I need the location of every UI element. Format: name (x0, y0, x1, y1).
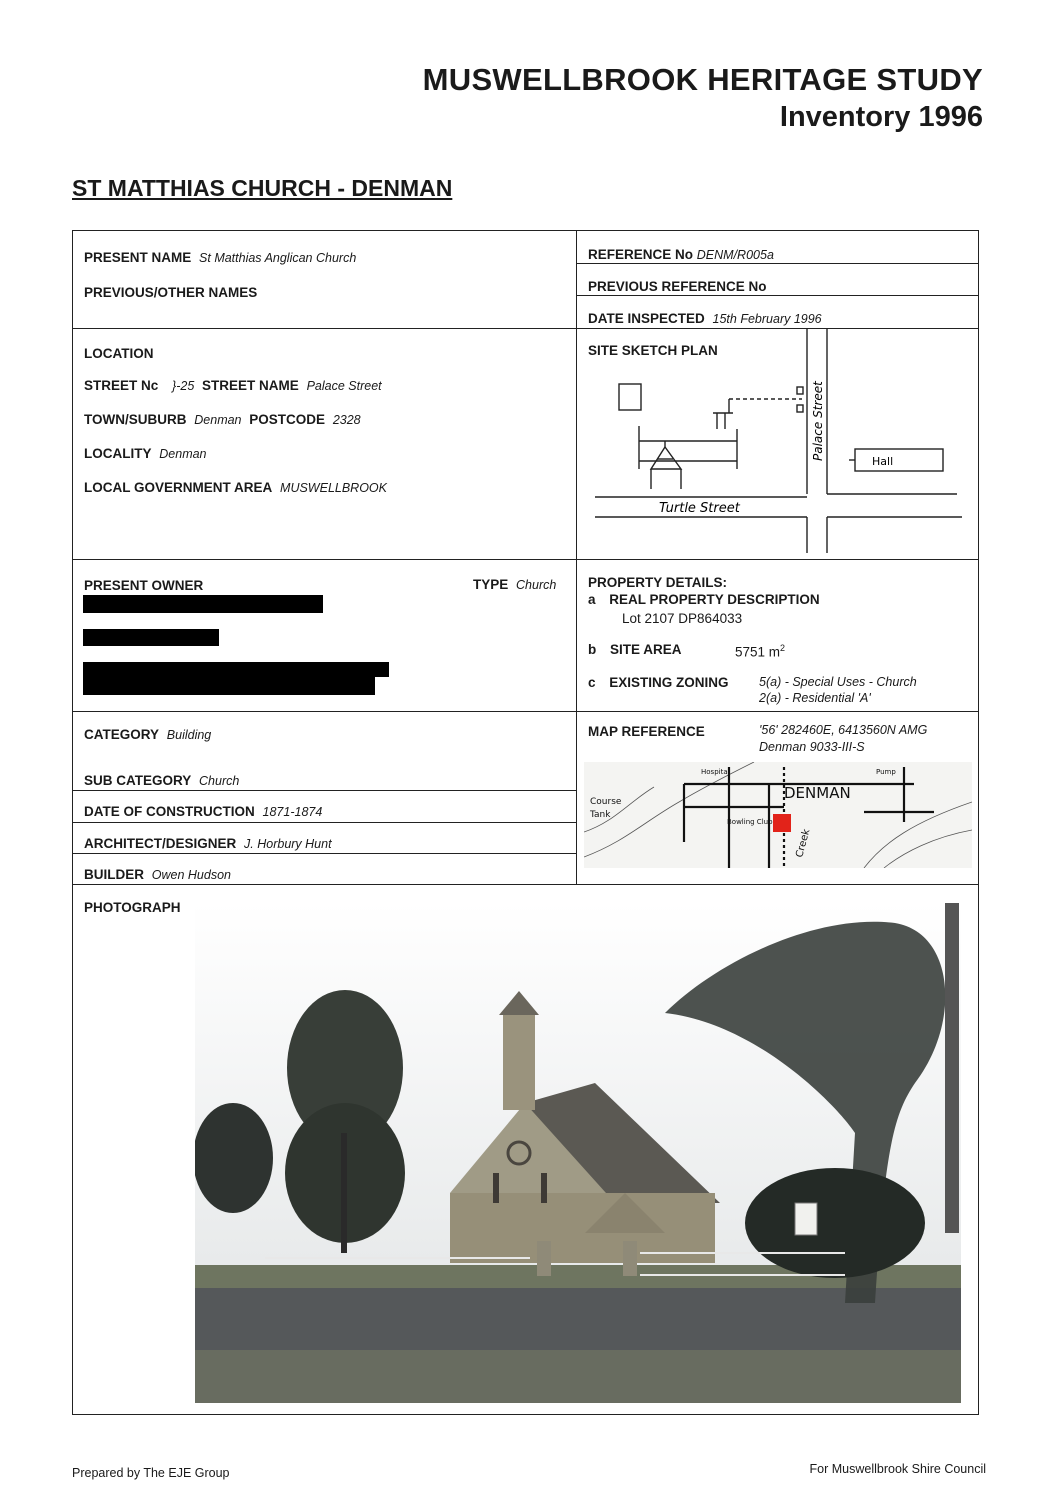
postcode-value: 2328 (332, 413, 361, 427)
real-property-row (588, 592, 820, 607)
map-tank-label: Tank (590, 810, 611, 820)
lga-value: MUSWELLBROOK (280, 481, 387, 495)
town-label: TOWN/SUBURB (84, 412, 187, 427)
type-label: TYPE (473, 577, 509, 592)
row-divider (576, 263, 979, 264)
row-divider (576, 295, 979, 296)
redaction-bar (83, 595, 323, 613)
real-property-value: Lot 2107 DP864033 (622, 611, 743, 626)
date-inspected-row (588, 311, 822, 326)
street-no-label: STREET Nc (84, 378, 159, 393)
map-pump-label: Pump (876, 768, 896, 776)
redaction-bar (83, 675, 375, 695)
architect-row (84, 836, 332, 851)
construction-date-value: 1871-1874 (262, 805, 323, 819)
builder-value: Owen Hudson (151, 868, 231, 882)
postcode-label: POSTCODE (249, 412, 326, 427)
map-course-label: Course (590, 797, 622, 807)
row-divider (72, 559, 979, 560)
street-name-label: STREET NAME (202, 378, 299, 393)
site-sketch-plan (577, 329, 978, 558)
row-divider (72, 884, 979, 885)
real-property-label: REAL PROPERTY DESCRIPTION (609, 592, 820, 607)
town-row (84, 412, 361, 427)
redaction-bar (83, 629, 219, 646)
construction-date-label: DATE OF CONSTRUCTION (84, 804, 255, 819)
property-b-letter: b (588, 642, 597, 657)
reference-value: DENM/R005a (696, 248, 774, 262)
present-owner-label: PRESENT OWNER (84, 578, 204, 593)
reference-row (588, 247, 774, 262)
locality-value: Denman (159, 447, 207, 461)
turtle-street-label: Turtle Street (659, 501, 740, 516)
present-name-row (84, 250, 356, 265)
property-c-letter: c (588, 675, 596, 690)
street-row (84, 378, 382, 393)
property-details-label: PROPERTY DETAILS: (588, 575, 728, 590)
location-label: LOCATION (84, 346, 154, 361)
row-divider (72, 853, 576, 854)
site-area-unit-superscript: 2 (780, 643, 786, 653)
builder-row (84, 867, 231, 882)
palace-street-label: Palace Street (811, 381, 825, 461)
hall-label: Hall (872, 455, 894, 468)
map-reference-value-1: '56' 282460E, 6413560N AMG (759, 723, 928, 737)
town-value: Denman (194, 413, 242, 427)
row-divider (72, 711, 979, 712)
builder-label: BUILDER (84, 867, 144, 882)
map-town-label: DENMAN (784, 784, 851, 802)
date-inspected-label: DATE INSPECTED (588, 311, 705, 326)
site-area-row (588, 642, 682, 657)
lga-row (84, 480, 387, 495)
map-creek-label: Creek (794, 827, 813, 859)
type-row (473, 577, 556, 592)
category-label: CATEGORY (84, 727, 160, 742)
present-name-label: PRESENT NAME (84, 250, 192, 265)
zoning-value-1: 5(a) - Special Uses - Church (759, 675, 917, 689)
church-photograph (195, 903, 961, 1403)
header-title: MUSWELLBROOK HERITAGE STUDY (422, 62, 983, 97)
site-sketch-label: SITE SKETCH PLAN (588, 343, 718, 358)
subcategory-row (84, 773, 239, 788)
architect-label: ARCHITECT/DESIGNER (84, 836, 237, 851)
site-area-label: SITE AREA (610, 642, 682, 657)
street-name-value: Palace Street (306, 379, 382, 393)
locality-label: LOCALITY (84, 446, 152, 461)
row-divider (72, 790, 576, 791)
page-title: ST MATTHIAS CHURCH - DENMAN (72, 175, 453, 201)
construction-date-row (84, 804, 322, 819)
row-divider (72, 822, 576, 823)
date-inspected-value: 15th February 1996 (712, 312, 822, 326)
subcategory-label: SUB CATEGORY (84, 773, 192, 788)
site-area-value-row (735, 643, 785, 660)
type-value: Church (516, 578, 557, 592)
map-reference-label: MAP REFERENCE (588, 724, 705, 739)
previous-names-label: PREVIOUS/OTHER NAMES (84, 285, 258, 300)
property-a-letter: a (588, 592, 596, 607)
map-reference-value-2: Denman 9033-III-S (759, 740, 865, 754)
footer-prepared-by: Prepared by The EJE Group (72, 1466, 230, 1480)
header-subtitle: Inventory 1996 (779, 101, 983, 133)
zoning-label: EXISTING ZONING (609, 675, 729, 690)
lga-label: LOCAL GOVERNMENT AREA (84, 480, 273, 495)
zoning-row (588, 675, 729, 690)
reference-label: REFERENCE No (588, 247, 694, 262)
zoning-value-2: 2(a) - Residential 'A' (759, 691, 871, 705)
site-area-value: 5751 m (735, 644, 781, 660)
subcategory-value: Church (199, 774, 240, 788)
photograph-label: PHOTOGRAPH (84, 900, 181, 915)
category-row (84, 727, 211, 742)
map-bowling-label: Bowling Club (727, 818, 773, 826)
category-value: Building (166, 728, 212, 742)
map-hospital-label: Hospital (701, 768, 730, 776)
locality-row (84, 446, 207, 461)
present-name-value: St Matthias Anglican Church (199, 251, 357, 265)
footer-council: For Muswellbrook Shire Council (809, 1462, 986, 1476)
street-no-value: }-25 (172, 379, 195, 393)
previous-reference-label: PREVIOUS REFERENCE No (588, 279, 767, 294)
topographic-map (584, 762, 972, 868)
architect-value: J. Horbury Hunt (244, 837, 332, 851)
